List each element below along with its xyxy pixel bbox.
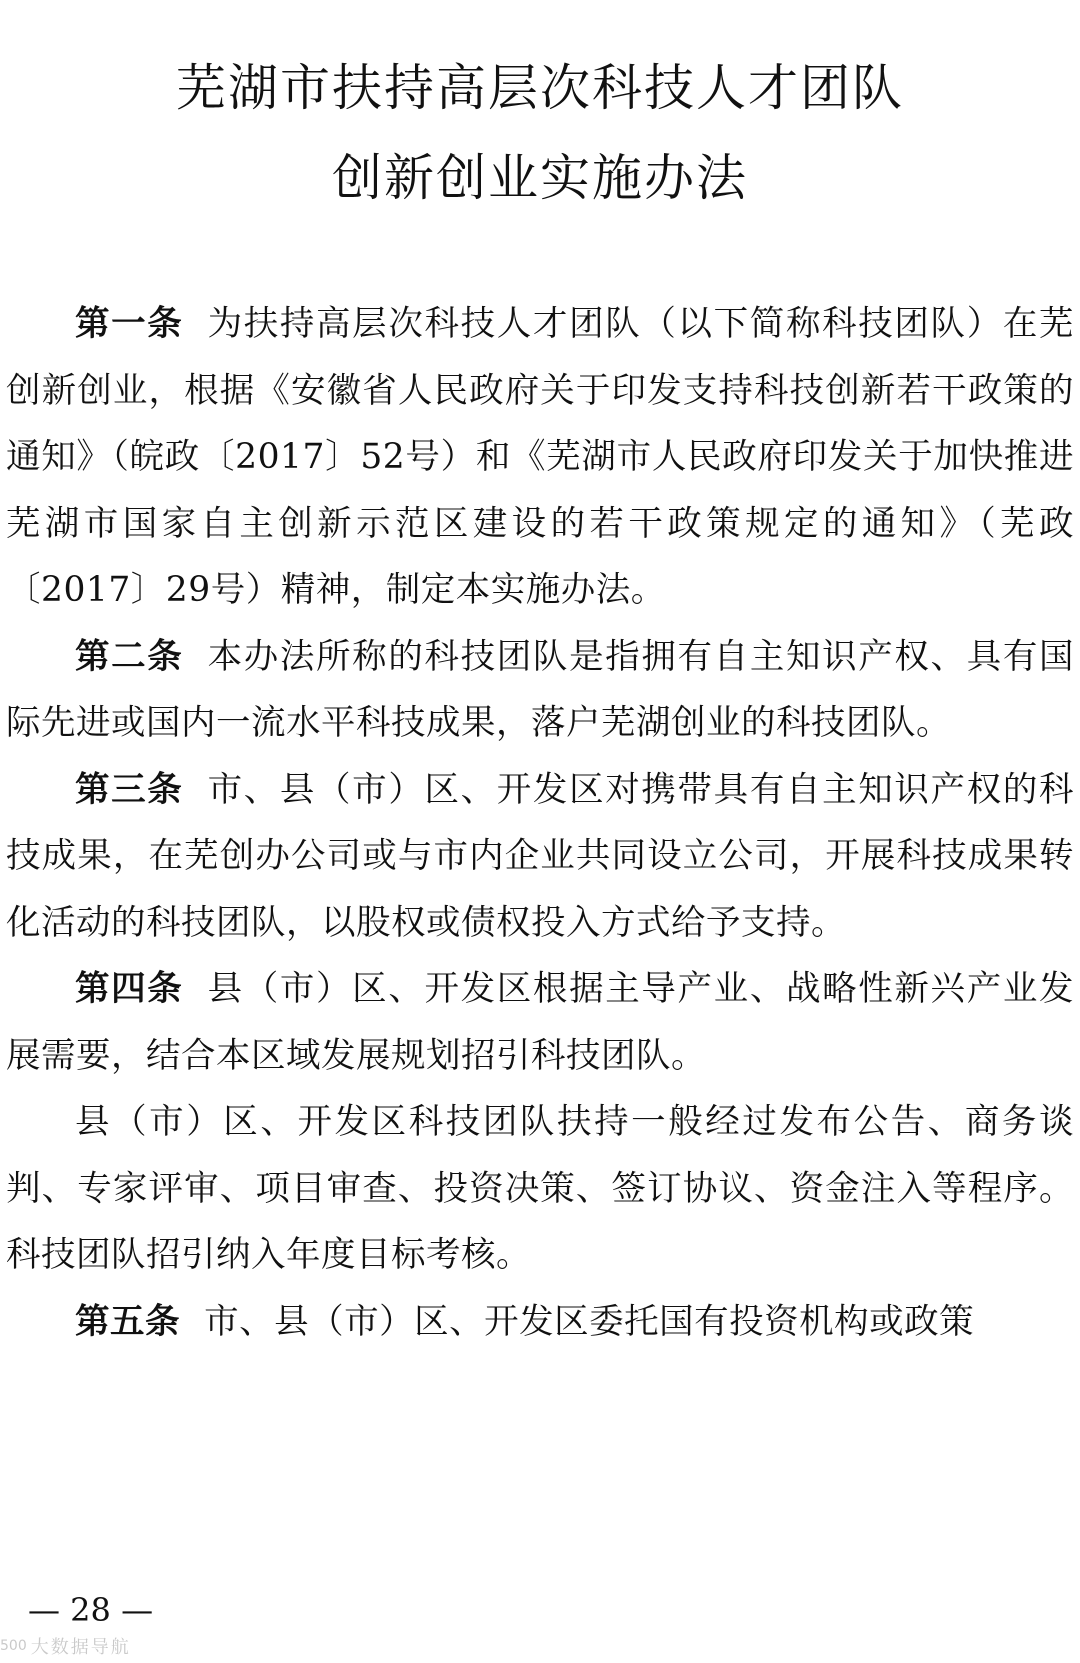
paragraph-text: 为扶持高层次科技人才团队（以下简称科技团队）在芜创新创业，根据《安徽省人民政府关于印发支持科技创新若干政策的通知》（皖政〔2017〕52号）和《芜湖市人民政府印发关于加快推进芜湖市国家自主创新示范区建设的若干政策规定的通知》（芜政〔2017〕29号）精神，制定本实施办法。 [6, 304, 1075, 610]
document-title-line-2: 创新创业实施办法 [332, 149, 748, 207]
page-number: — 28 — [28, 1591, 154, 1629]
watermark-logo-icon: 500 [0, 1638, 27, 1654]
paragraph-text: 市、县（市）区、开发区委托国有投资机构或政策 [204, 1301, 975, 1342]
article-heading: 第一条 [75, 304, 184, 344]
paragraph-article-3 [6, 757, 1074, 957]
paragraph-article-4 [6, 956, 1074, 1089]
article-heading: 第三条 [75, 769, 184, 810]
article-heading: 第四条 [75, 969, 184, 1009]
watermark-text: 大数据导航 [30, 1637, 131, 1658]
paragraph-article-1 [6, 291, 1074, 624]
document-title-line-1: 芜湖市扶持高层次科技人才团队 [176, 59, 904, 117]
paragraph-article-4-continued [6, 1089, 1074, 1289]
article-heading: 第五条 [75, 1301, 180, 1342]
paragraph-article-2 [6, 624, 1074, 757]
document-body [6, 291, 1074, 1355]
paragraph-article-5 [6, 1289, 1074, 1356]
watermark [0, 1632, 131, 1660]
paragraph-text: 市、县（市）区、开发区对携带具有自主知识产权的科技成果，在芜创办公司或与市内企业共同设立公司，开展科技成果转化活动的科技团队，以股权或债权投入方式给予支持。 [6, 769, 1075, 943]
paragraph-text: 县（市）区、开发区科技团队扶持一般经过发布公告、商务谈判、专家评审、项目审查、投资决策、签订协议、资金注入等程序。科技团队招引纳入年度目标考核。 [6, 1102, 1074, 1275]
article-heading: 第二条 [75, 636, 184, 677]
paragraph-text: 县（市）区、开发区根据主导产业、战略性新兴产业发展需要，结合本区域发展规划招引科技团队。 [6, 969, 1075, 1076]
paragraph-text: 本办法所称的科技团队是指拥有自主知识产权、具有国际先进或国内一流水平科技成果，落户芜湖创业的科技团队。 [6, 636, 1075, 743]
